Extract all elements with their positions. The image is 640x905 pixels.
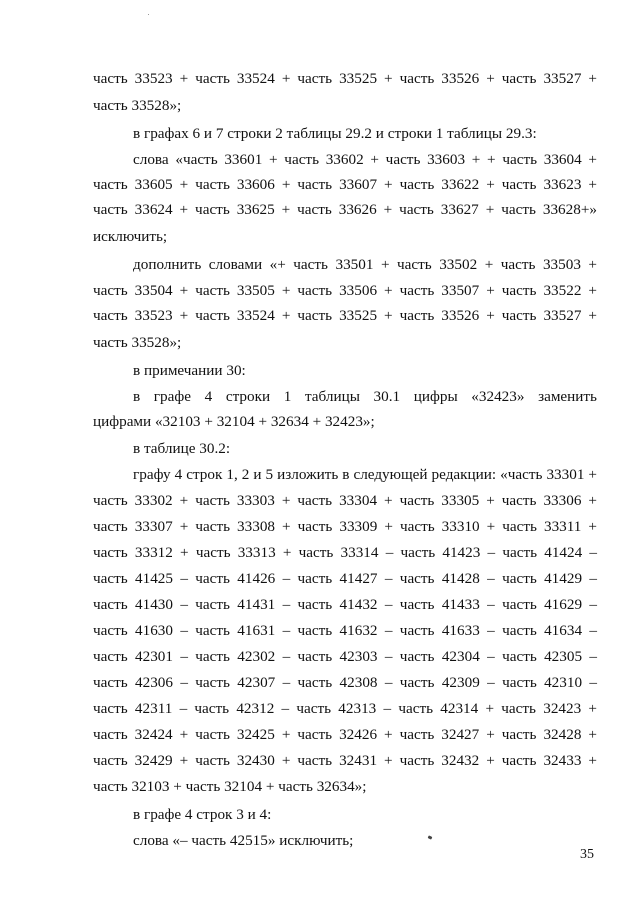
text-line: цифрами «32103 + 32104 + 32634 + 32423»; [93,413,375,430]
text-line: в графе 4 строки 1 таблицы 30.1 цифры «32423» заменить [133,388,597,405]
text-line: исключить; [93,228,168,245]
text-line: часть 41630 – часть 41631 – часть 41632 – часть 41633 – часть 41634 – [93,622,597,639]
text-line: графу 4 строк 1, 2 и 5 изложить в следующей редакции: «часть 33301 + [133,466,597,483]
text-line: часть 32103 + часть 32104 + часть 32634»; [93,778,367,795]
scan-speck [148,14,149,15]
text-line: часть 33302 + часть 33303 + часть 33304 + часть 33305 + часть 33306 + [93,492,597,509]
text-line: часть 33312 + часть 33313 + часть 33314 – часть 41423 – часть 41424 – [93,544,597,561]
text-line: часть 33504 + часть 33505 + часть 33506 + часть 33507 + часть 33522 + [93,282,597,299]
page-number: 35 [580,847,594,862]
text-line: часть 42301 – часть 42302 – часть 42303 – часть 42304 – часть 42305 – [93,648,597,665]
text-line: в графе 4 строк 3 и 4: [133,806,272,823]
text-line: часть 41425 – часть 41426 – часть 41427 – часть 41428 – часть 41429 – [93,570,597,587]
text-line: часть 32429 + часть 32430 + часть 32431 + часть 32432 + часть 32433 + [93,752,597,769]
text-line: часть 33605 + часть 33606 + часть 33607 + часть 33622 + часть 33623 + [93,176,597,193]
text-line: часть 33523 + часть 33524 + часть 33525 + часть 33526 + часть 33527 + [93,70,597,87]
text-line: часть 32424 + часть 32425 + часть 32426 + часть 32427 + часть 32428 + [93,726,597,743]
text-line: часть 33528»; [93,334,182,351]
text-line: в графах 6 и 7 строки 2 таблицы 29.2 и строки 1 таблицы 29.3: [133,125,537,142]
text-line: дополнить словами «+ часть 33501 + часть 33502 + часть 33503 + [133,256,597,273]
text-line: часть 42306 – часть 42307 – часть 42308 – часть 42309 – часть 42310 – [93,674,597,691]
text-line: часть 33307 + часть 33308 + часть 33309 + часть 33310 + часть 33311 + [93,518,597,535]
text-line: часть 33523 + часть 33524 + часть 33525 + часть 33526 + часть 33527 + [93,307,597,324]
text-line: в примечании 30: [133,362,246,379]
text-line: слова «– часть 42515» исключить; [133,832,354,849]
text-line: часть 33528»; [93,97,182,114]
text-line: часть 41430 – часть 41431 – часть 41432 – часть 41433 – часть 41629 – [93,596,597,613]
text-line: часть 42311 – часть 42312 – часть 42313 – часть 42314 + часть 32423 + [93,700,597,717]
text-line: слова «часть 33601 + часть 33602 + часть 33603 + + часть 33604 + [133,151,597,168]
text-line: часть 33624 + часть 33625 + часть 33626 + часть 33627 + часть 33628+» [93,201,597,218]
text-line: в таблице 30.2: [133,440,231,457]
